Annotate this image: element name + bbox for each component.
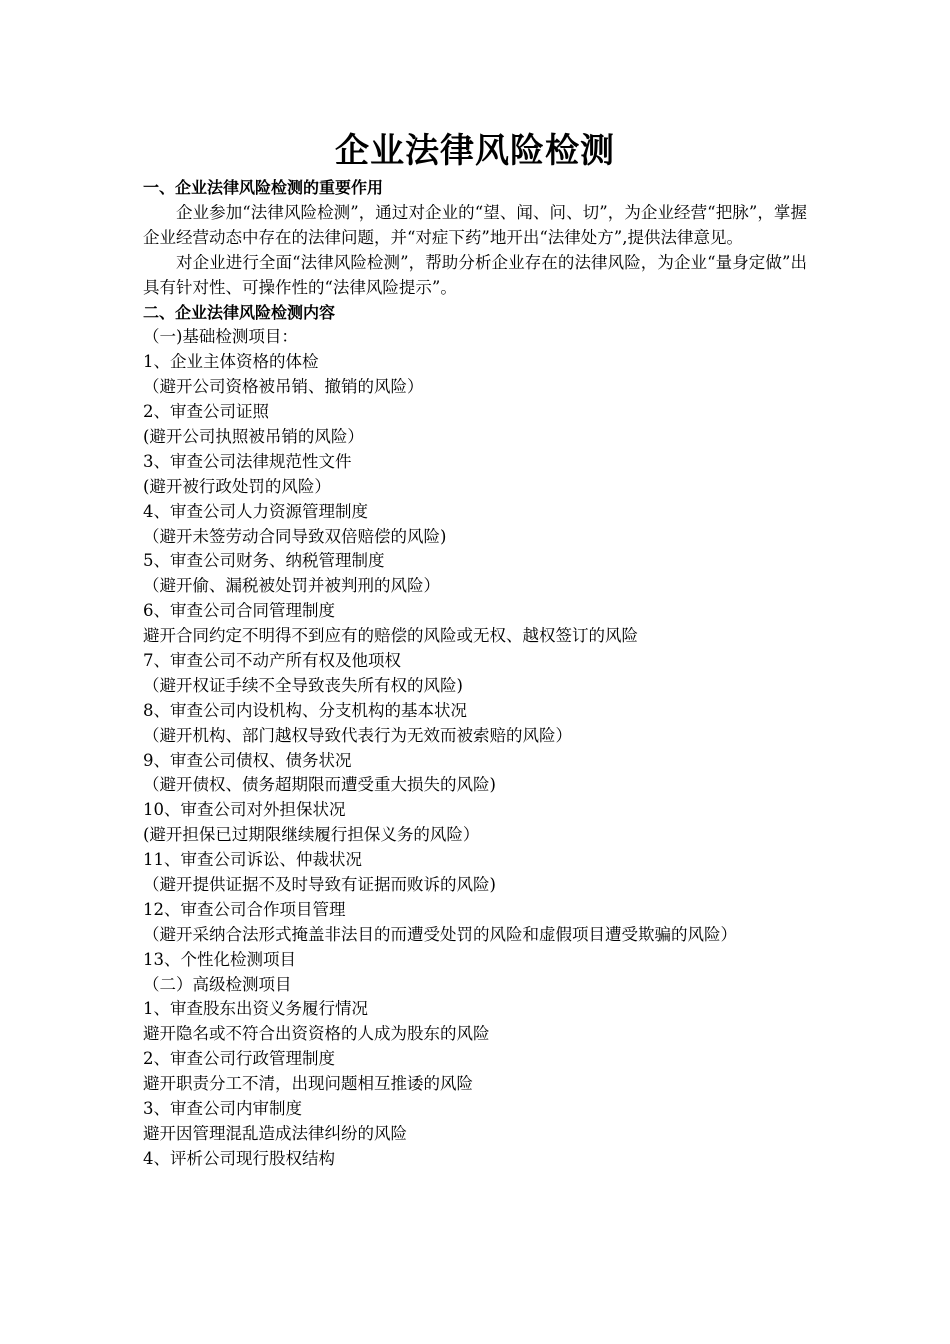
subsection-label-basic: （一)基础检测项目： <box>143 327 298 347</box>
advanced-item-title: 1、审查股东出资义务履行情况 <box>143 999 368 1019</box>
basic-item-note: （避开提供证据不及时导致有证据而败诉的风险) <box>143 875 496 894</box>
basic-item-title: 5、审查公司财务、纳税管理制度 <box>143 551 385 571</box>
document-page <box>143 128 807 1172</box>
document-title: 企业法律风险检测 <box>335 131 615 171</box>
basic-item-title: 1、企业主体资格的体检 <box>143 352 319 372</box>
advanced-item-title: 4、评析公司现行股权结构 <box>143 1148 335 1168</box>
basic-item-title: 10、审查公司对外担保状况 <box>143 800 346 820</box>
advanced-item-note: 避开因管理混乱造成法律纠纷的风险 <box>143 1123 407 1143</box>
section-heading-importance: 一、企业法律风险检测的重要作用 <box>143 178 384 197</box>
section-heading-content: 二、企业法律风险检测内容 <box>143 302 336 322</box>
advanced-item-note: 避开职责分工不清，出现问题相互推诿的风险 <box>143 1074 473 1094</box>
basic-item-note: （避开机构、部门越权导致代表行为无效而被索赔的风险） <box>143 725 572 745</box>
basic-item-note: （避开权证手续不全导致丧失所有权的风险) <box>143 675 463 695</box>
paragraph-2: 对企业进行全面“法律风险检测”，帮助分析企业存在的法律风险，为企业“量身定做”出具有针对性、可操作性的“法律风险提示”。 <box>143 252 807 297</box>
basic-item-title: 8、审查公司内设机构、分支机构的基本状况 <box>143 700 467 720</box>
basic-item-title: 3、审查公司法律规范性文件 <box>143 451 352 471</box>
basic-item-note: (避开担保已过期限继续履行担保义务的风险） <box>143 825 480 845</box>
basic-item-note: （避开公司资格被吊销、撤销的风险） <box>143 377 424 397</box>
basic-item-note: （避开采纳合法形式掩盖非法目的而遭受处罚的风险和虚假项目遭受欺骗的风险） <box>143 924 737 944</box>
advanced-item-title: 2、审查公司行政管理制度 <box>143 1049 335 1069</box>
paragraph-1: 企业参加“法律风险检测”，通过对企业的“望、闻、问、切”，为企业经营“把脉”，掌握企业经营动态中存在的法律问题，并“对症下药”地开出“法律处方”,提供法律意见。 <box>143 202 807 247</box>
basic-item-title: 2、审查公司证照 <box>143 402 269 422</box>
advanced-item-note: 避开隐名或不符合出资资格的人成为股东的风险 <box>143 1024 490 1044</box>
basic-item-title: 6、审查公司合同管理制度 <box>143 601 335 621</box>
basic-item-note: （避开偷、漏税被处罚并被判刑的风险） <box>143 576 440 596</box>
basic-item-title: 9、审查公司债权、债务状况 <box>143 750 352 770</box>
basic-item-note: （避开债权、债务超期限而遭受重大损失的风险) <box>143 775 496 795</box>
basic-item-note: 避开合同约定不明得不到应有的赔偿的风险或无权、越权签订的风险 <box>143 626 638 646</box>
basic-item-title: 7、审查公司不动产所有权及他项权 <box>143 650 401 670</box>
basic-item-note: (避开公司执照被吊销的风险） <box>143 426 364 446</box>
basic-item-note: （避开未签劳动合同导致双倍赔偿的风险) <box>143 526 447 546</box>
basic-item-title: 12、审查公司合作项目管理 <box>143 899 346 919</box>
basic-item-note: (避开被行政处罚的风险） <box>143 476 331 496</box>
basic-item-title: 4、审查公司人力资源管理制度 <box>143 501 368 521</box>
basic-item-title: 13、个性化检测项目 <box>143 949 296 969</box>
advanced-item-title: 3、审查公司内审制度 <box>143 1099 302 1119</box>
subsection-label-advanced: （二）高级检测项目 <box>143 974 292 994</box>
basic-item-title: 11、审查公司诉讼、仲裁状况 <box>143 850 362 870</box>
